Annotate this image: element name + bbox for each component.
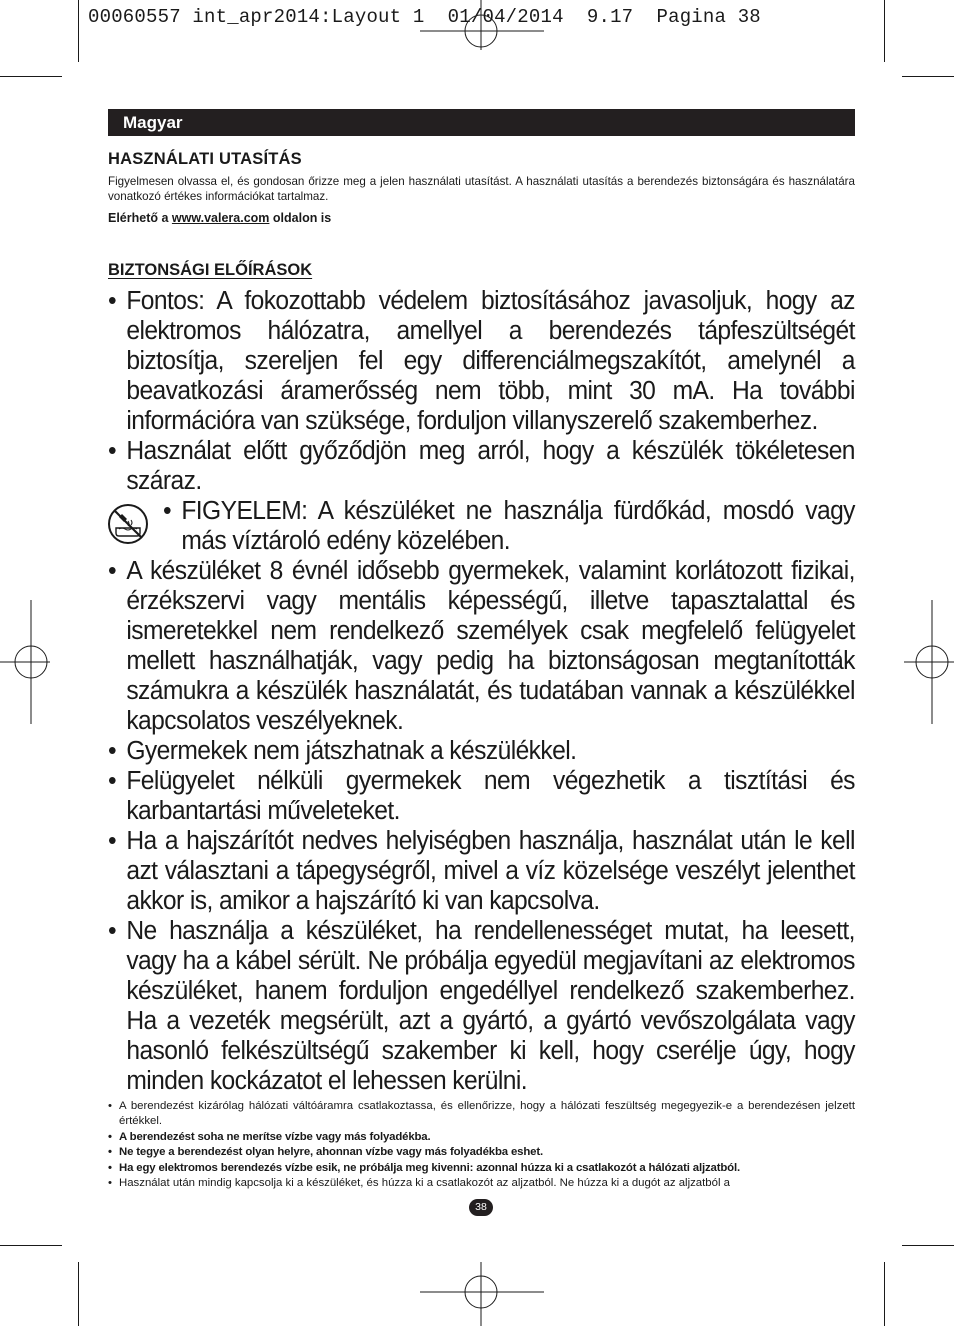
list-item: • A berendezést soha ne merítse vízbe vagy más folyadékba. bbox=[108, 1130, 855, 1145]
list-item: • Fontos: A fokozottabb védelem biztosításához javasoljuk, hogy az elektromos hálózatra, amellyel a berendezés tápfeszültségét biztosítja, szereljen fel egy differenciálmegszakítót, amelynél a beavatkozási áramerősség nem több, mint 30 mA. Ha további információra van szüksége, forduljon villanyszerelő szakemberhez. bbox=[108, 286, 855, 436]
small-print-list bbox=[108, 1099, 855, 1191]
page-number: 38 bbox=[469, 1199, 493, 1216]
language-label: Magyar bbox=[123, 113, 183, 132]
registration-mark-icon bbox=[904, 600, 954, 724]
crop-mark-bl-v bbox=[78, 1262, 79, 1326]
registration-mark-icon bbox=[420, 0, 544, 50]
instructions-title: HASZNÁLATI UTASÍTÁS bbox=[108, 150, 302, 168]
slug-line: 00060557 int_apr2014:Layout 1 01/04/2014 9.17 Pagina 38 bbox=[88, 6, 761, 28]
availability-prefix: Elérhető a bbox=[108, 211, 172, 225]
availability-note bbox=[108, 211, 331, 225]
availability-suffix: oldalon is bbox=[269, 211, 332, 225]
list-item: • Ha a hajszárítót nedves helyiségben használja, használat után le kell azt választani a tápegységről, mivel a víz közelsége veszélyt jelenthet akkor is, amikor a hajszárító ki van kapcsolva. bbox=[108, 826, 855, 916]
registration-mark-icon bbox=[420, 1262, 544, 1326]
list-item-warning: • FIGYELEM: A készüléket ne használja fürdőkád, mosdó vagy más víztároló edény közelében. bbox=[108, 496, 855, 556]
crop-mark-br-v bbox=[884, 1262, 885, 1326]
website-link[interactable]: www.valera.com bbox=[171, 211, 270, 225]
crop-mark-tr-v bbox=[884, 0, 885, 62]
list-item: • Használat után mindig kapcsolja ki a készüléket, és húzza ki a csatlakozót az aljzatból. Ne húzza ki a dugót az aljzatból a bbox=[108, 1176, 855, 1191]
list-item: • A berendezést kizárólag hálózati váltóáramra csatlakoztassa, és ellenőrizze, hogy a hálózati feszültség megegyezik-e a berendezésen jelzett értékkel. bbox=[108, 1099, 855, 1130]
registration-mark-icon bbox=[0, 600, 50, 724]
crop-mark-br-h bbox=[902, 1245, 954, 1246]
list-item: • Használat előtt győződjön meg arról, hogy a készülék tökéletesen száraz. bbox=[108, 436, 855, 496]
list-item: • A készüléket 8 évnél idősebb gyermekek, valamint korlátozott fizikai, érzékszervi vagy mentális képességű, illetve tapasztalattal és ismeretekkel nem rendelkező személyek csak megfelelő felügyelet mellett használhatják, vagy pedig ha biztonságosan megtanították számukra a készülék használatát, és tudatában vannak a készülékkel kapcsolatos veszélyeknek. bbox=[108, 556, 855, 736]
intro-text: Figyelmesen olvassa el, és gondosan őrizze meg a jelen használati utasítást. A használati utasítás a berendezés biztonságára és használatára vonatkozó értékes információkat tartalmaz. bbox=[108, 175, 855, 203]
crop-mark-tl-h bbox=[0, 76, 62, 77]
no-bathtub-warning-icon bbox=[104, 503, 160, 545]
safety-list bbox=[108, 286, 855, 1096]
list-item: • Ha egy elektromos berendezés vízbe esik, ne próbálja meg kivenni: azonnal húzza ki a csatlakozót a hálózati aljzatból. bbox=[108, 1161, 855, 1176]
safety-title: BIZTONSÁGI ELŐÍRÁSOK bbox=[108, 261, 313, 279]
crop-mark-tl-v bbox=[78, 0, 79, 62]
language-header-bar bbox=[108, 109, 855, 136]
list-item: • Ne tegye a berendezést olyan helyre, ahonnan vízbe vagy más folyadékba eshet. bbox=[108, 1145, 855, 1160]
crop-mark-bl-h bbox=[0, 1245, 62, 1246]
list-item: • Felügyelet nélküli gyermekek nem végezhetik a tisztítási és karbantartási műveleteket. bbox=[108, 766, 855, 826]
list-item: • Ne használja a készüléket, ha rendellenességet mutat, ha leesett, vagy ha a kábel sérült. Ne próbálja egyedül megjavítani az elektromos készüléket, hanem forduljon engedéllyel rendelkező szakemberhez. Ha a vezeték megsérült, azt a gyártó, a gyártó vevőszolgálata vagy hasonló felkészültségű szakember ki kell, hogy cserélje úgy, hogy minden kockázatot el lehessen kerülni. bbox=[108, 916, 855, 1096]
list-item: • Gyermekek nem játszhatnak a készülékkel. bbox=[108, 736, 855, 766]
crop-mark-tr-h bbox=[902, 76, 954, 77]
